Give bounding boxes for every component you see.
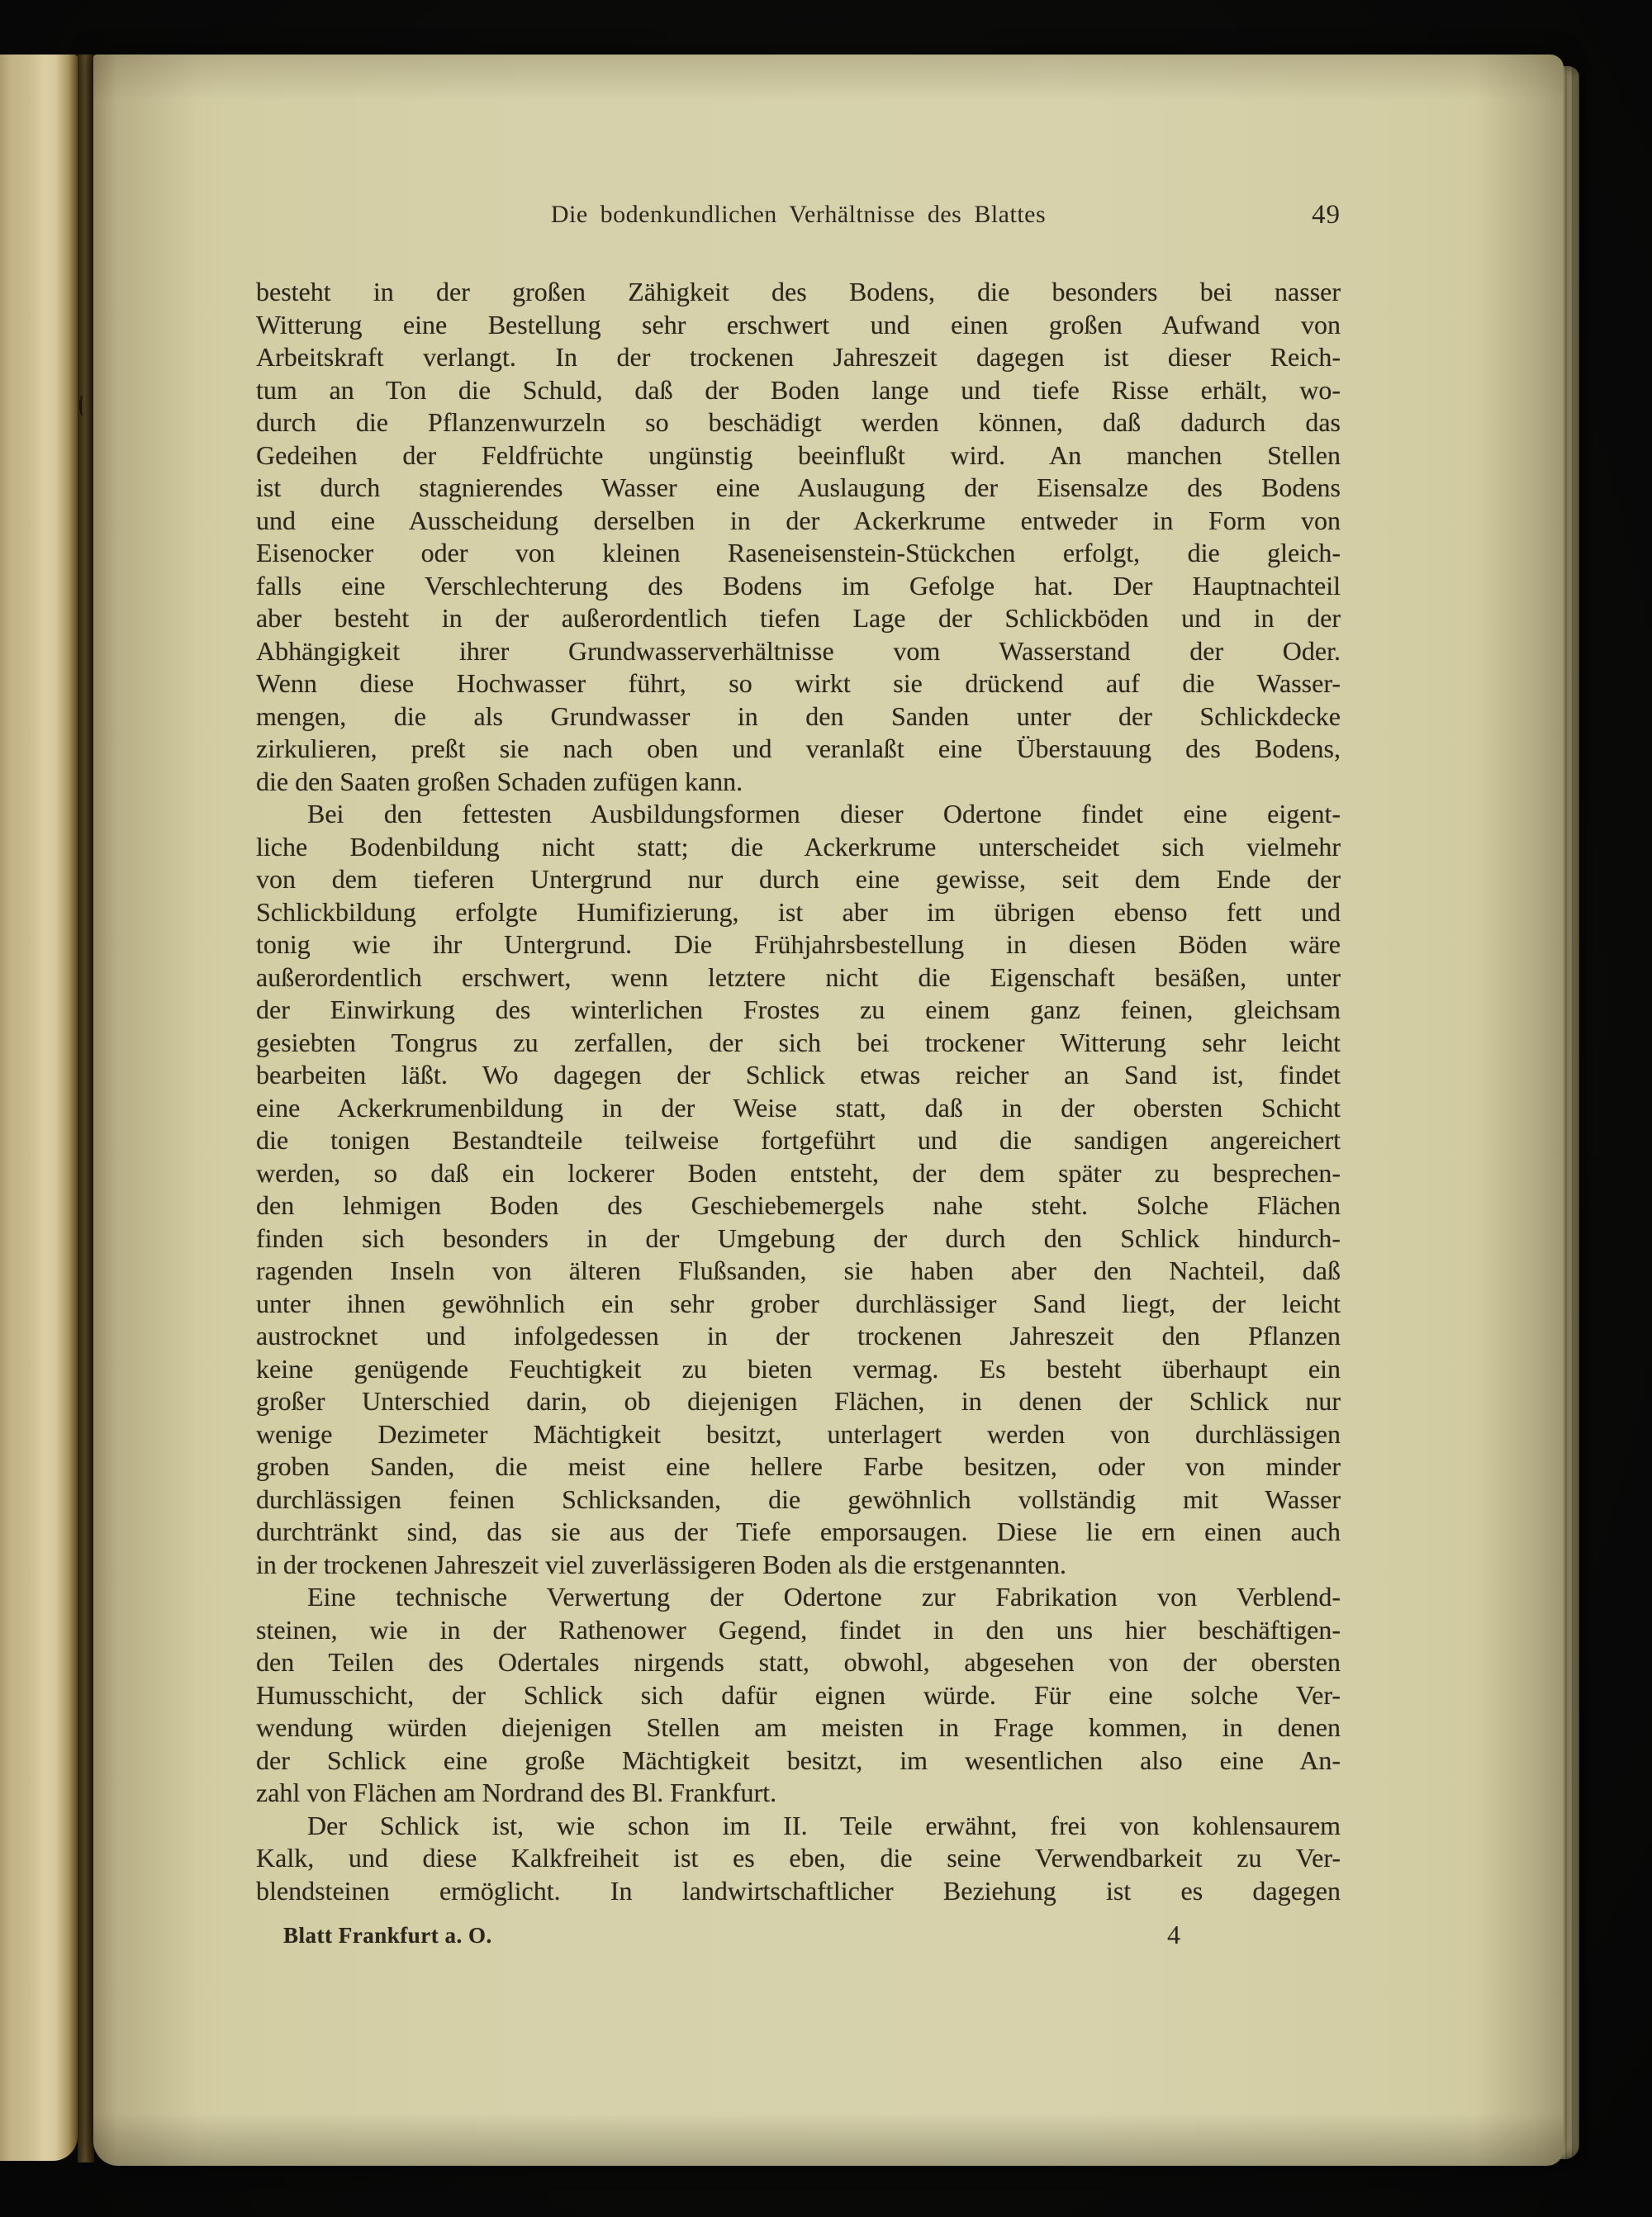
- text-line: Arbeitskraft verlangt. In der trockenen Jahreszeit dagegen ist dieser Reich-: [256, 342, 1341, 372]
- text-line: in der trockenen Jahreszeit viel zuverlässigeren Boden als die erstgenannten.: [256, 1549, 1066, 1579]
- text-line: tonig wie ihr Untergrund. Die Frühjahrsbestellung in diesen Böden wäre: [256, 929, 1341, 959]
- book-gutter-shadow: [78, 55, 94, 2162]
- text-line: Bei den fettesten Ausbildungsformen dieser Odertone findet eine eigent-: [307, 799, 1341, 828]
- text-line: den lehmigen Boden des Geschiebemergels nahe steht. Solche Flächen: [256, 1190, 1341, 1220]
- text-line: durchtränkt sind, das sie aus der Tiefe emporsaugen. Diese lie ern einen auch: [256, 1517, 1341, 1546]
- text-line: falls eine Verschlechterung des Bodens im Gefolge hat. Der Hauptnachteil: [256, 570, 1341, 601]
- text-line: blendsteinen ermöglicht. In landwirtschaftlicher Beziehung ist es dagegen: [256, 1875, 1341, 1906]
- text-line: mengen, die als Grundwasser in den Sanden unter der Schlickdecke: [256, 700, 1341, 731]
- running-head-title: Die bodenkundlichen Verhältnisse des Blattes: [550, 201, 1047, 228]
- text-line: zirkulieren, preßt sie nach oben und veranlaßt eine Überstauung des Bodens,: [256, 733, 1341, 763]
- page-number: 49: [1312, 200, 1341, 230]
- text-line: Gedeihen der Feldfrüchte ungünstig beeinflußt wird. An manchen Stellen: [256, 439, 1341, 470]
- text-line: steinen, wie in der Rathenower Gegend, findet in den uns hier beschäftigen-: [256, 1614, 1341, 1645]
- text-line: eine Ackerkrumenbildung in der Weise statt, daß in der obersten Schicht: [256, 1092, 1341, 1123]
- text-line: Humusschicht, der Schlick sich dafür eignen würde. Für eine solche Ver-: [256, 1679, 1341, 1710]
- text-line: groben Sanden, die meist eine hellere Farbe besitzen, oder von minder: [256, 1451, 1341, 1481]
- text-line: ist durch stagnierendes Wasser eine Auslaugung der Eisensalze des Bodens: [256, 472, 1341, 502]
- text-line: tum an Ton die Schuld, daß der Boden lange und tiefe Risse erhält, wo-: [256, 374, 1341, 405]
- text-line: unter ihnen gewöhnlich ein sehr grober durchlässiger Sand liegt, der leicht: [256, 1288, 1341, 1318]
- text-line: der Einwirkung des winterlichen Frostes zu einem ganz feinen, gleichsam: [256, 995, 1341, 1024]
- text-line: Der Schlick ist, wie schon im II. Teile erwähnt, frei von kohlensaurem: [307, 1810, 1341, 1840]
- text-line: Kalk, und diese Kalkfreiheit ist es eben, die seine Verwendbarkeit zu Ver-: [256, 1843, 1341, 1873]
- text-line: der Schlick eine große Mächtigkeit besitzt, im wesentlichen also eine An-: [256, 1745, 1341, 1775]
- text-line: großer Unterschied darin, ob diejenigen Flächen, in denen der Schlick nur: [256, 1386, 1341, 1416]
- text-line: keine genügende Feuchtigkeit zu bieten vermag. Es besteht überhaupt ein: [256, 1353, 1341, 1384]
- book-page: [93, 55, 1564, 2166]
- text-line: wenige Dezimeter Mächtigkeit besitzt, unterlagert werden von durchlässigen: [256, 1418, 1341, 1449]
- text-line: den Teilen des Odertales nirgends statt, obwohl, abgesehen von der obersten: [256, 1647, 1341, 1677]
- text-line: die tonigen Bestandteile teilweise fortgeführt und die sandigen angereichert: [256, 1125, 1341, 1155]
- text-line: Eine technische Verwertung der Odertone zur Fabrikation von Verblend-: [307, 1582, 1341, 1612]
- text-line: und eine Ausscheidung derselben in der Ackerkrume entweder in Form von: [256, 505, 1341, 535]
- text-line: ragenden Inseln von älteren Flußsanden, sie haben aber den Nachteil, daß: [256, 1256, 1341, 1285]
- text-line: austrocknet und infolgedessen in der trockenen Jahreszeit den Pflanzen: [256, 1321, 1341, 1351]
- text-line: bearbeiten läßt. Wo dagegen der Schlick etwas reicher an Sand ist, findet: [256, 1060, 1341, 1090]
- text-line: von dem tieferen Untergrund nur durch eine gewisse, seit dem Ende der: [256, 864, 1341, 894]
- text-line: außerordentlich erschwert, wenn letztere nicht die Eigenschaft besäßen, unter: [256, 961, 1341, 992]
- text-line: gesiebten Tongrus zu zerfallen, der sich bei trockener Witterung sehr leicht: [256, 1027, 1341, 1057]
- text-line: Wenn diese Hochwasser führt, so wirkt sie drückend auf die Wasser-: [256, 668, 1341, 698]
- text-line: finden sich besonders in der Umgebung der durch den Schlick hindurch-: [256, 1222, 1341, 1253]
- facing-page-edge: [0, 55, 78, 2161]
- text-line: liche Bodenbildung nicht statt; die Ackerkrume unterscheidet sich vielmehr: [256, 831, 1341, 862]
- text-line: besteht in der großen Zähigkeit des Bodens, die besonders bei nasser: [256, 277, 1341, 306]
- sheet-number: 4: [1167, 1920, 1180, 1949]
- body-text: [256, 276, 1341, 1907]
- text-line: Schlickbildung erfolgte Humifizierung, ist aber im übrigen ebenso fett und: [256, 896, 1341, 927]
- gutter-artifact: [79, 395, 87, 416]
- text-line: Witterung eine Bestellung sehr erschwert und einen großen Aufwand von: [256, 309, 1341, 339]
- text-line: die den Saaten großen Schaden zufügen kann.: [256, 766, 743, 796]
- text-line: aber besteht in der außerordentlich tiefen Lage der Schlickböden und in der: [256, 603, 1341, 633]
- text-line: Eisenocker oder von kleinen Raseneisenstein-Stückchen erfolgt, die gleich-: [256, 538, 1341, 567]
- text-line: werden, so daß ein lockerer Boden entsteht, der dem später zu besprechen-: [256, 1157, 1341, 1188]
- running-head: [256, 197, 1341, 233]
- text-line: durchlässigen feinen Schlicksanden, die gewöhnlich vollständig mit Wasser: [256, 1484, 1341, 1514]
- text-line: wendung würden diejenigen Stellen am meisten in Frage kommen, in denen: [256, 1712, 1341, 1742]
- text-line: zahl von Flächen am Nordrand des Bl. Frankfurt.: [256, 1778, 777, 1807]
- footer-signature: Blatt Frankfurt a. O.: [283, 1923, 492, 1948]
- text-line: durch die Pflanzenwurzeln so beschädigt werden können, daß dadurch das: [256, 407, 1341, 437]
- text-line: Abhängigkeit ihrer Grundwasserverhältnisse vom Wasserstand der Oder.: [256, 635, 1341, 666]
